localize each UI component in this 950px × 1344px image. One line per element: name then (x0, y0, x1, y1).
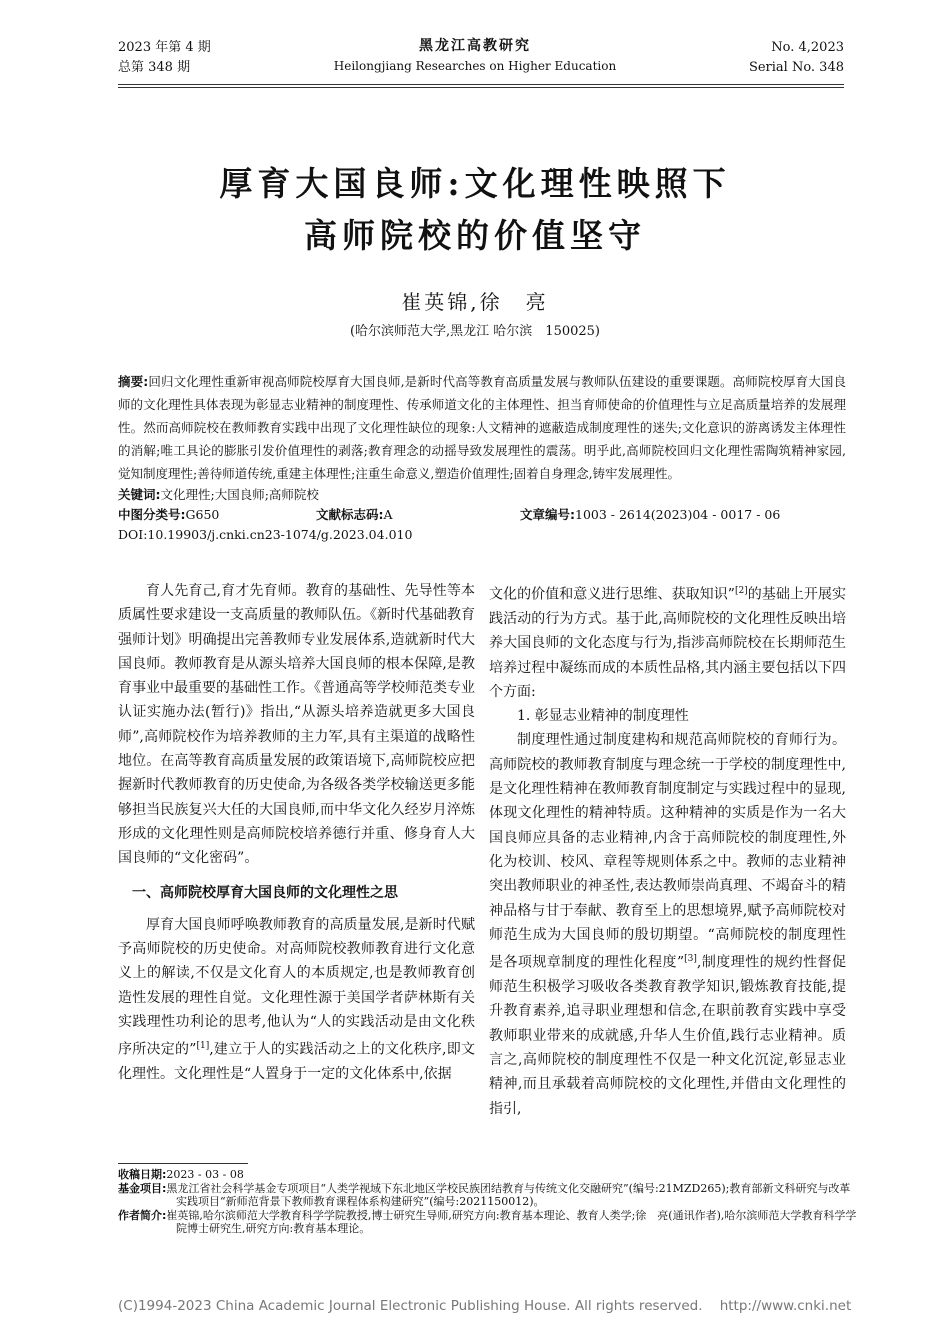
citation-ref: [1] (196, 1041, 210, 1052)
paragraph (489, 728, 846, 1120)
paragraph-text: 文化的价值和意义进行思维、获取知识” (489, 586, 735, 603)
title-line-1: 厚育大国良师:文化理性映照下 (219, 164, 731, 203)
header-rule-bottom (118, 87, 844, 88)
footnote-rule (118, 1163, 248, 1164)
subsection-heading: 1. 彰显志业精神的制度理性 (517, 708, 689, 725)
keywords-label: 关键词: (118, 487, 161, 502)
author-value: 崔英锦,哈尔滨师范大学教育科学学院教授,博士研究生导师,研究方向:教育基本理论、教育人类学;徐 亮(通讯作者),哈尔滨师范大学教育科学学院博士研究生,研究方向:教育基本理论。 (166, 1208, 857, 1235)
paragraph (489, 579, 846, 704)
journal-name-en: Heilongjiang Researches on Higher Education (333, 59, 617, 73)
paragraph: 育人先育己,育才先育师。教育的基础性、先导性等本质属性要求建设一支高质量的教师队伍。《新时代基础教育强师计划》明确提出完善教师专业发展体系,造就新时代大国良师。教师教育是从源头培养大国良师的根本保障,是教育事业中最重要的基础性工作。《普通高等学校师范类专业认证实施办法(暂行)》指出,“从源头培养造就更多大国良师”,高师院校作为培养教师的主力军,具有主渠道的战略性地位。在高等教育高质量发展的政策语境下,高师院校应把握新时代教师教育的历史使命,为各级各类学校输送更多能够担当民族复兴大任的大国良师,而中华文化久经岁月淬炼形成的文化理性则是高师院校培养德行并重、修身育人大国良师的“文化密码”。 (118, 583, 475, 867)
issue-no-en: No. 4,2023 (771, 40, 844, 55)
paragraph-text: 的基础上开展实践活动的行为方式。基于此,高师院校的文化理性反映出培养大国良师的文化态度与行为,指涉高师院校在长期师范生培养过程中凝练而成的本质性品格,其内涵主要包括以下四个方面: (489, 586, 847, 700)
header-rule-top (118, 84, 844, 85)
keywords-text: 文化理性;大国良师;高师院校 (160, 487, 319, 502)
section-heading: 一、高师院校厚育大国良师的文化理性之思 (132, 884, 398, 901)
journal-name-cn: 黑龙江高教研究 (419, 38, 531, 54)
clc-label: 中图分类号: (118, 507, 186, 522)
classification-row (118, 505, 846, 525)
paragraph-text: 厚育大国良师呼唤教师教育的高质量发展,是新时代赋予高师院校的历史使命。对高师院校教师教育进行文化意义上的解读,不仅是文化育人的本质规定,也是教师教育创造性发展的理性自觉。文化理性源于美国学者萨林斯有关实践理性功利论的思考,他认为“人的实践活动是由文化秩序所决定的” (118, 916, 475, 1058)
fund-label: 基金项目: (118, 1181, 167, 1195)
article-no-label: 文章编号: (520, 507, 575, 522)
clc-value: G650 (185, 507, 220, 522)
doi: DOI:10.19903/j.cnki.cn23-1074/g.2023.04.010 (118, 527, 413, 542)
author-info (118, 1209, 858, 1236)
doc-code-label: 文献标志码: (316, 507, 384, 522)
header-serial-info (749, 38, 844, 78)
citation-ref: [3] (684, 954, 697, 965)
serial-no-en: Serial No. 348 (748, 60, 844, 75)
total-issue-number: 总第 348 期 (118, 60, 191, 75)
article-no-value: 1003 - 2614(2023)04 - 0017 - 06 (575, 507, 781, 522)
copyright-footer: (C)1994-2023 China Academic Journal Electronic Publishing House. All rights reserved. http://www.cnki.net (118, 1298, 852, 1314)
body-left-column (118, 579, 475, 1087)
issue-number: 2023 年第 4 期 (118, 40, 211, 55)
abstract (118, 370, 846, 485)
paragraph-text: ,制度理性的规约性督促师范生积极学习吸收各类教育教学知识,锻炼教育技能,提升教育素养,追寻职业理想和信念,在职前教育实践中享受教师职业带来的成就感,升华人生价值,践行志业精神。质言之,高师院校的制度理性不仅是一种文化沉淀,彰显志业精神,而且承载着高师院校的文化理性,并借由文化理性的指引, (489, 954, 846, 1117)
abstract-label: 摘要: (118, 374, 149, 389)
article-number (520, 505, 780, 525)
abstract-block (118, 370, 846, 545)
keywords (118, 485, 846, 505)
doc-code-value: A (383, 507, 393, 522)
document-code (316, 505, 393, 525)
paragraph-text: ,建立于人的实践活动之上的文化秩序,即文化理性。文化理性是“人置身于一定的文化体系中,依据 (118, 1042, 475, 1083)
received-label: 收稿日期: (118, 1168, 167, 1181)
authors: 崔英锦,徐 亮 (401, 290, 549, 314)
paragraph (118, 913, 475, 1087)
paragraph-text: 制度理性通过制度建构和规范高师院校的育师行为。高师院校的教师教育制度与理念统一于学校的制度理性中,是文化理性精神在教师教育制度制定与实践过程中的显现,体现文化理性的精神特质。这种精神的实质是作为一名大国良师应具备的志业精神,内含于高师院校的制度理性,外化为校训、校风、章程等规则体系之中。教师的志业精神突出教师职业的神圣性,表达教师崇尚真理、不竭奋斗的精神品格与甘于奉献、教育至上的思想境界,赋予高师院校对师范生成为大国良师的殷切期望。“高师院校的制度理性是各项规章制度的理性化程度” (489, 732, 846, 971)
author-label: 作者简介: (118, 1208, 167, 1222)
body-right-column (489, 579, 846, 1121)
fund-info (118, 1182, 858, 1209)
received-date (118, 1168, 858, 1182)
article-title (0, 158, 950, 262)
title-line-2: 高师院校的价值坚守 (304, 216, 646, 255)
abstract-text: 回归文化理性重新审视高师院校厚育大国良师,是新时代高等教育高质量发展与教师队伍建设的重要课题。高师院校厚育大国良师的文化理性具体表现为彰显志业精神的制度理性、传承师道文化的主体理性、担当育师使命的价值理性与立足高质量培养的发展理性。然而高师院校在教师教育实践中出现了文化理性缺位的现象:人文精神的遮蔽造成制度理性的迷失;文化意识的游离诱发主体理性的消解;唯工具论的膨胀引发价值理性的剥落;教育理念的动摇导致发展理性的震荡。明乎此,高师院校回归文化理性需陶筑精神家园,觉知制度理性;善待师道传统,重建主体理性;注重生命意义,塑造价值理性;固着自身理念,铸牢发展理性。 (118, 374, 847, 481)
received-value: 2023 - 03 - 08 (166, 1168, 244, 1181)
fund-value: 黑龙江省社会科学基金专项项目“人类学视域下东北地区学校民族团结教育与传统文化交融研究”(编号:21MZD265);教育部新文科研究与改革实践项目“新师范背景下教师教育课程体系构建研究”(编号:2021150012)。 (166, 1181, 851, 1208)
footnotes (118, 1168, 858, 1236)
clc-code (118, 505, 219, 525)
citation-ref: [2] (734, 586, 748, 596)
affiliation: (哈尔滨师范大学,黑龙江 哈尔滨 150025) (349, 324, 601, 339)
